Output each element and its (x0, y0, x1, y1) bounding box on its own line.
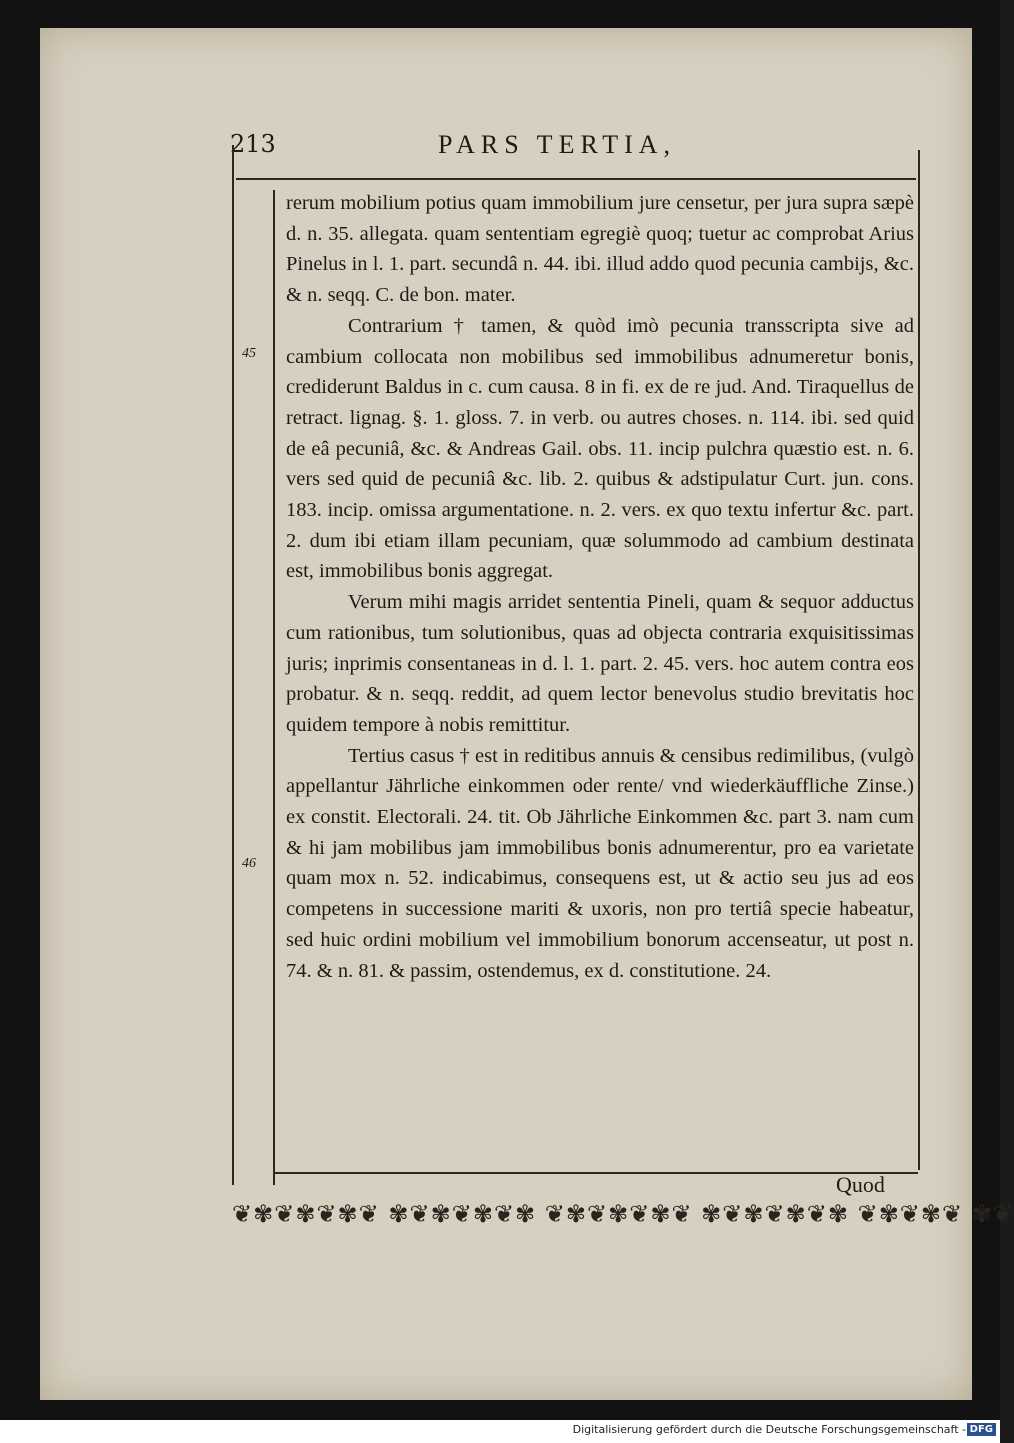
running-head: PARS TERTIA, (438, 130, 677, 159)
paragraph-2: Contrarium † tamen, & quòd imò pecunia transscripta sive ad cambium collocata non mobilibus sed immobilibus adnumeretur bonis, crediderunt Baldus in c. cum causa. 8 in fi. ex de re jud. And. Tiraquellus de retract. lignag. §. 1. gloss. 7. in verb. ou autres choses. n. 114. ibi. sed quid de eâ pecuniâ, &c. & Andreas Gail. obs. 11. incip pulchra quæstio est. n. 6. vers sed quid de pecuniâ &c. lib. 2. quibus & adstipulatur Curt. jun. cons. 183. incip. omissa argumentatione. n. 2. vers. ex quo textu infertur &c. part. 2. dum ibi etiam illam pecuniam, quæ solummodo ad cambium destinata est, immobilibus bonis aggregat. (286, 314, 914, 583)
paragraph-4: Tertius casus † est in reditibus annuis & censibus redimilibus, (vulgò appellantur Jährliche einkommen oder rente/ vnd wiederkäuffliche Zinse.) ex constit. Electorali. 24. tit. Ob Jährliche Einkommen &c. part 3. nam cum & hi jam mobilibus jam immobilibus bonis adnumerentur, pro ea varietate quam mox n. 52. indicabimus, consequens est, ut & actio seu jus ad eos competens in successione mariti & uxoris, non pro tertiâ specie habeatur, sed huic ordini mobilium vel immobilium bonorum accenseatur, ut post n. 74. & n. 81. & passim, ostendemus, ex d. constitutione. 24. (286, 744, 914, 982)
bottom-rule (273, 1172, 918, 1174)
footer-bar (0, 1420, 1000, 1443)
margin-number-46: 46 (242, 856, 256, 871)
dfg-logo: DFG (967, 1423, 996, 1436)
right-margin-rule (918, 150, 920, 1170)
footer-credit: Digitalisierung gefördert durch die Deutsche Forschungsgemeinschaft - (572, 1423, 966, 1436)
paragraph-3: Verum mihi magis arridet sententia Pineli, quam & sequor adductus cum rationibus, tum solutionibus, quas ad objecta contraria exquisitissimas juris; inprimis consentaneas in d. l. 1. part. 2. 45. vers. hoc autem contra eos probatur. & n. seqq. reddit, ad quem lector benevolus studio brevitatis hoc quidem tempore à nobis remittitur. (286, 591, 914, 736)
left-margin-rule-outer (232, 145, 234, 1185)
catchword: Quod (836, 1172, 885, 1197)
page-header (230, 130, 930, 180)
page-number: 213 (230, 130, 276, 158)
body-text (286, 188, 914, 986)
left-margin-rule-inner (273, 190, 275, 1185)
margin-number-45: 45 (242, 346, 256, 361)
ornament-border: ❦✾❦✾❦✾❦ ✾❦✾❦✾❦✾ ❦✾❦✾❦✾❦ ✾❦✾❦✾❦✾ ❦✾❦✾❦ ✾❦ (232, 1200, 1014, 1228)
paragraph-1: rerum mobilium potius quam immobilium jure censetur, per jura supra sæpè d. n. 35. allegata. quam sententiam egregiè quoq; tuetur ac comprobat Arius Pinelus in l. 1. part. secundâ n. 44. ibi. illud addo quod pecunia cambijs, &c. & n. seqq. C. de bon. mater. (286, 192, 914, 307)
header-rule (236, 178, 916, 180)
